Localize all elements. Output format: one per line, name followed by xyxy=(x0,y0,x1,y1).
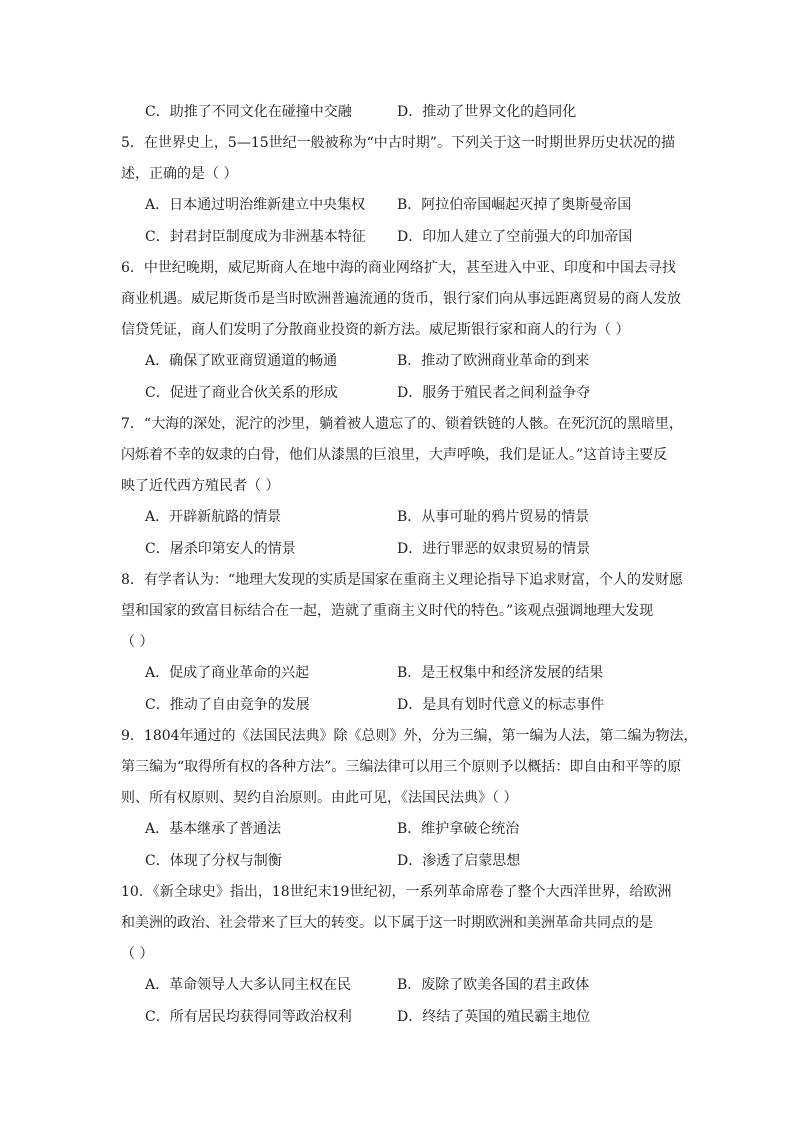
q6-option-d[interactable]: D．服务于殖民者之间利益争夺 xyxy=(397,385,591,401)
q10-option-b[interactable]: B．废除了欧美各国的君主政体 xyxy=(397,977,590,993)
q10-stem-line-3: （ ） xyxy=(121,946,154,962)
q10-stem-line-1: 10．《新全球史》指出，18世纪末19世纪初，一系列革命席卷了整个大西洋世界，给欧洲 xyxy=(121,884,672,900)
q5-option-b[interactable]: B．阿拉伯帝国崛起灭掉了奥斯曼帝国 xyxy=(397,197,632,213)
q8-stem-line-2: 望和国家的致富目标结合在一起，造就了重商主义时代的特色。”该观点强调地理大发现 xyxy=(121,603,654,619)
q7-option-b[interactable]: B．从事可耻的鸦片贸易的情景 xyxy=(397,509,590,525)
q6-option-c[interactable]: C．促进了商业合伙关系的形成 xyxy=(145,385,338,401)
q6-option-a[interactable]: A．确保了欧亚商贸通道的畅通 xyxy=(145,353,338,369)
q9-stem-line-1: 9．1804年通过的《法国民法典》除《总则》外，分为三编，第一编为人法，第二编为物法， xyxy=(121,728,698,744)
q9-stem-line-2: 第三编为“取得所有权的各种方法”。三编法律可以用三个原则予以概括：即自由和平等的原 xyxy=(121,759,682,775)
q4-option-d[interactable]: D．推动了世界文化的趋同化 xyxy=(397,104,577,120)
q8-option-b[interactable]: B．是王权集中和经济发展的结果 xyxy=(397,665,604,681)
q10-option-a[interactable]: A．革命领导人大多认同主权在民 xyxy=(145,977,352,993)
q5-option-c[interactable]: C．封君封臣制度成为非洲基本特征 xyxy=(145,229,366,245)
q4-option-c[interactable]: C．助推了不同文化在碰撞中交融 xyxy=(145,104,352,120)
q7-stem-line-2: 闪烁着不幸的奴隶的白骨，他们从漆黑的巨浪里，大声呼唤，我们是证人。”这首诗主要反 xyxy=(121,447,668,463)
q7-stem-line-3: 映了近代西方殖民者（ ） xyxy=(121,478,280,494)
q7-option-a[interactable]: A．开辟新航路的情景 xyxy=(145,509,282,525)
q9-option-d[interactable]: D．渗透了启蒙思想 xyxy=(397,853,521,869)
q10-stem-line-2: 和美洲的政治、社会带来了巨大的转变。以下属于这一时期欧洲和美洲革命共同点的是 xyxy=(121,915,653,931)
q9-option-c[interactable]: C．体现了分权与制衡 xyxy=(145,853,282,869)
q5-stem-line-1: 5．在世界史上，5—15世纪一般被称为“中古时期”。下列关于这一时期世界历史状况的描 xyxy=(121,135,675,151)
q9-option-b[interactable]: B．维护拿破仑统治 xyxy=(397,821,520,837)
q6-stem-line-1: 6．中世纪晚期，威尼斯商人在地中海的商业网络扩大，甚至进入中亚、印度和中国去寻找 xyxy=(121,260,676,276)
q6-stem-line-2: 商业机遇。威尼斯货币是当时欧洲普遍流通的货币，银行家们向从事远距离贸易的商人发放 xyxy=(121,291,681,307)
q6-stem-line-3: 信贷凭证，商人们发明了分散商业投资的新方法。威尼斯银行家和商人的行为（ ） xyxy=(121,322,630,338)
q7-stem-line-1: 7．“大海的深处，泥泞的沙里，躺着被人遗忘了的、锁着铁链的人骸。在死沉沉的黑暗里， xyxy=(121,416,684,432)
q8-option-d[interactable]: D．是具有划时代意义的标志事件 xyxy=(397,697,605,713)
q8-option-c[interactable]: C．推动了自由竞争的发展 xyxy=(145,697,310,713)
q8-stem-line-3: （ ） xyxy=(121,634,154,650)
q7-option-d[interactable]: D．进行罪恶的奴隶贸易的情景 xyxy=(397,541,591,557)
q5-option-d[interactable]: D．印加人建立了空前强大的印加帝国 xyxy=(397,229,633,245)
q5-option-a[interactable]: A．日本通过明治维新建立中央集权 xyxy=(145,197,366,213)
q7-option-c[interactable]: C．屠杀印第安人的情景 xyxy=(145,541,296,557)
q8-stem-line-1: 8．有学者认为：“地理大发现的实质是国家在重商主义理论指导下追求财富，个人的发财愿 xyxy=(121,572,684,588)
q5-stem-line-2: 述，正确的是（ ） xyxy=(121,166,238,182)
q6-option-b[interactable]: B．推动了欧洲商业革命的到来 xyxy=(397,353,590,369)
q9-option-a[interactable]: A．基本继承了普通法 xyxy=(145,821,282,837)
q8-option-a[interactable]: A．促成了商业革命的兴起 xyxy=(145,665,310,681)
q10-option-d[interactable]: D．终结了英国的殖民霸主地位 xyxy=(397,1009,591,1025)
q10-option-c[interactable]: C．所有居民均获得同等政治权利 xyxy=(145,1009,352,1025)
q9-stem-line-3: 则、所有权原则、契约自治原则。由此可见，《法国民法典》（ ） xyxy=(121,790,518,806)
